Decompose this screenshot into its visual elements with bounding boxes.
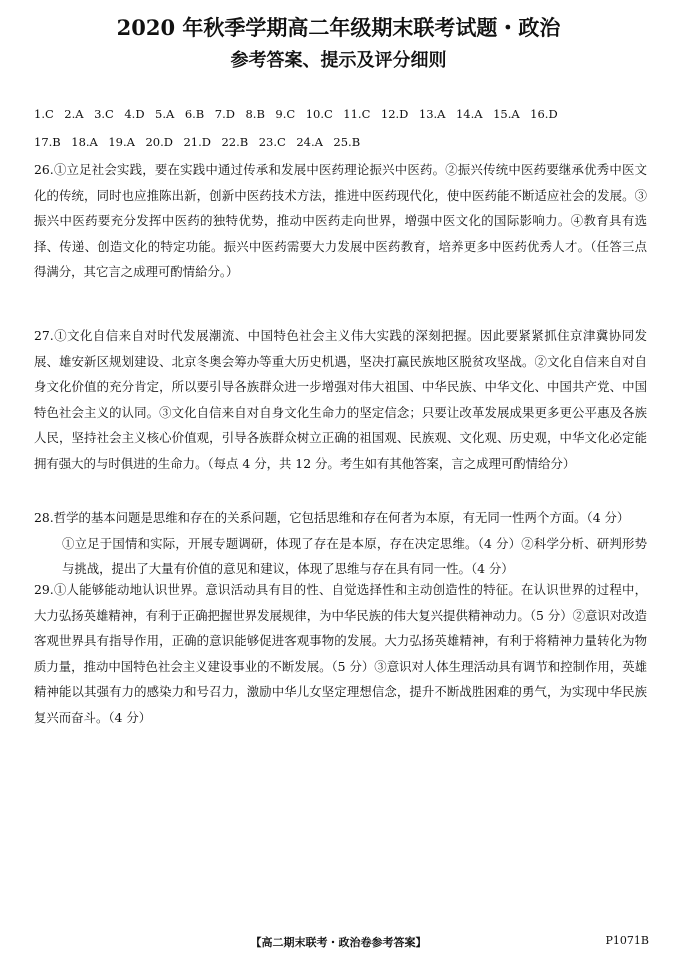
page-subtitle: 参考答案、提示及评分细则 xyxy=(230,50,447,71)
choice-answer: 9.C xyxy=(275,107,296,121)
choice-answer: 14.A xyxy=(455,107,483,121)
question-28-part-a: 28.哲学的基本问题是思维和存在的关系问题，它包括思维和存在何者为本原，有无同一性两个方面。（4 分） xyxy=(34,510,630,525)
choice-answer: 4.D xyxy=(124,107,145,121)
choice-answer: 11.C xyxy=(343,107,371,121)
choice-answer: 20.D xyxy=(145,135,173,149)
choice-answer: 7.D xyxy=(214,107,235,121)
question-28-part-b: ①立足于国情和实际，开展专题调研，体现了存在是本原，存在决定思维。（4 分）②科学分析、研判形势与挑战，提出了大量有价值的意见和建议，体现了思维与存在具有同一性。（4 分） xyxy=(62,535,647,577)
choice-answers-row-1 xyxy=(34,107,558,121)
footer-title: 【高二期末联考・政治卷参考答案】 xyxy=(250,936,427,949)
choice-answer: 13.A xyxy=(418,107,446,121)
choice-answer: 24.A xyxy=(296,135,323,149)
choice-answer: 1.C xyxy=(34,107,54,121)
choice-answer: 25.B xyxy=(333,135,361,149)
choice-answer: 6.B xyxy=(184,107,205,121)
question-28-answer xyxy=(34,505,647,582)
page-title: 2020 年秋季学期高二年级期末联考试题・政治 xyxy=(116,15,561,40)
choice-answer: 15.A xyxy=(493,107,520,121)
choice-answer: 17.B xyxy=(34,135,61,149)
question-26-answer: 26.①立足社会实践，要在实践中通过传承和发展中医药理论振兴中医药。②振兴传统中医药要继承优秀中医文化的传统，同时也应推陈出新，创新中医药技术方法，推进中医药现代化，使中医药能不断适应社会的发展。③振兴中医药要充分发挥中医药的独特优势，推动中医药走向世界，增强中医文化的国际影响力。④教育具有选择、传递、创造文化的特定功能。振兴中医药需要大力发展中医药教育，培养更多中医药优秀人才。（任答三点得满分，其它言之成理可酌情給分。） xyxy=(34,162,647,280)
choice-answer: 5.A xyxy=(155,107,175,121)
choice-answer: 16.D xyxy=(530,107,558,121)
choice-answer: 8.B xyxy=(245,107,265,121)
choice-answer: 22.B xyxy=(221,135,249,149)
choice-answer: 12.D xyxy=(380,107,409,121)
choice-answer: 21.D xyxy=(183,135,211,149)
choice-answer: 3.C xyxy=(94,107,114,121)
choice-answer: 10.C xyxy=(305,107,333,121)
choice-answer: 2.A xyxy=(64,107,84,121)
choice-answer: 23.C xyxy=(258,135,286,149)
choice-answer: 19.A xyxy=(108,135,135,149)
question-29-answer: 29.①人能够能动地认识世界。意识活动具有目的性、自觉选择性和主动创造性的特征。在认识世界的过程中，大力弘扬英雄精神，有利于正确把握世界发展规律，为中华民族的伟大复兴提供精神动力。（5 分）②意识对改造客观世界具有指导作用，正确的意识能够促进客观事物的发展。大力弘扬英雄精神，有利于将精神力量转化为物质力量，推动中国特色社会主义建设事业的不断发展。（5 分）③意识对人体生理活动具有调节和控制作用，英雄精神能以其强有力的感染力和号召力，激励中华儿女坚定理想信念，提升不断战胜困难的勇气，为实现中华民族复兴而奋斗。（4 分） xyxy=(34,582,647,725)
choice-answer: 18.A xyxy=(71,135,98,149)
question-27-answer: 27.①文化自信来自对时代发展潮流、中国特色社会主义伟大实践的深刻把握。因此要紧紧抓住京津冀协同发展、雄安新区规划建设、北京冬奥会筹办等重大历史机遇，坚决打赢民族地区脱贫攻坚战。②文化自信来自对自身文化价值的充分肯定，所以要引导各族群众进一步增强对伟大祖国、中华民族、中华文化、中国共产党、中国特色社会主义的认同。③文化自信来自对自身文化生命力的坚定信念；只要让改革发展成果更多更公平惠及各族人民，坚持社会主义核心价值观，引导各族群众树立正确的祖国观、民族观、文化观、历史观，中华文化必定能拥有强大的与时俱进的生命力。（每点 4 分，共 12 分。考生如有其他答案，言之成理可酌情给分） xyxy=(34,328,647,471)
choice-answers-row-2 xyxy=(34,135,371,149)
footer-code: P1071B xyxy=(605,934,649,947)
